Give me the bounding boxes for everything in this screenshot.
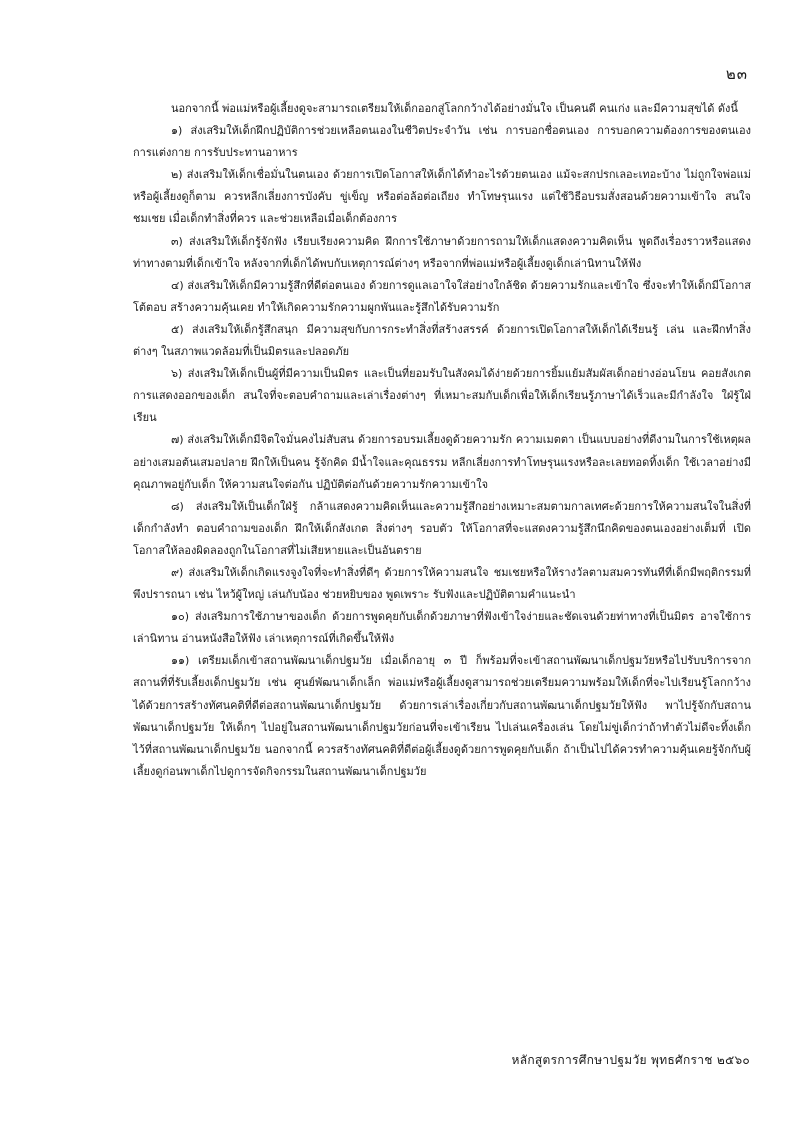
list-item-3: ๓) ส่งเสริมให้เด็กรู้จักฟัง เรียบเรียงความคิด ฝึกการใช้ภาษาด้วยการถามให้เด็กแสดงความคิดเห็น พูดถึงเรื่องราวหรือแสดงท่าทางตามที่เด็กเข้าใจ หลังจากที่เด็กได้พบกับเหตุการณ์ต่างๆ หรือจากที่พ่อแม่หรือผู้เลี้ยงดูเด็กเล่านิทานให้ฟัง bbox=[133, 234, 751, 270]
list-item-6: ๖) ส่งเสริมให้เด็กเป็นผู้ที่มีความเป็นมิตร และเป็นที่ยอมรับในสังคมได้ง่ายด้วยการยิ้มแย้มสัมผัสเด็กอย่างอ่อนโยน คอยสังเกตการแสดงออกของเด็ก สนใจที่จะตอบคำถามและเล่าเรื่องต่างๆ ที่เหมาะสมกับเด็กเพื่อให้เด็กเรียนรู้ภาษาได้เร็วและมีกำลังใจ ใฝ่รู้ใฝ่เรียน bbox=[133, 367, 751, 425]
list-item-11: ๑๑) เตรียมเด็กเข้าสถานพัฒนาเด็กปฐมวัย เมื่อเด็กอายุ ๓ ปี ก็พร้อมที่จะเข้าสถานพัฒนาเด็กปฐมวัยหรือไปรับบริการจากสถานที่ที่รับเลี้ยงเด็กปฐมวัย เช่น ศูนย์พัฒนาเด็กเล็ก พ่อแม่หรือผู้เลี้ยงดูสามารถช่วยเตรียมความพร้อมให้เด็กที่จะไปเรียนรู้โลกกว้าง ได้ด้วยการสร้างทัศนคติที่ดีต่อสถานพัฒนาเด็กปฐมวัย ด้วยการเล่าเรื่องเกี่ยวกับสถานพัฒนาเด็กปฐมวัยให้ฟัง พาไปรู้จักกับสถานพัฒนาเด็กปฐมวัย ให้เด็กๆ ไปอยู่ในสถานพัฒนาเด็กปฐมวัยก่อนที่จะเข้าเรียน ไปเล่นเครื่องเล่น โดยไม่ขู่เด็กว่าถ้าทำตัวไม่ดีจะทิ้งเด็กไว้ที่สถานพัฒนาเด็กปฐมวัย นอกจากนี้ ควรสร้างทัศนคติที่ดีต่อผู้เลี้ยงดูด้วยการพูดคุยกับเด็ก ถ้าเป็นไปได้ควรทำความคุ้นเคยรู้จักกับผู้เลี้ยงดูก่อนพาเด็กไปดูการจัดกิจกรรมในสถานพัฒนาเด็กปฐมวัย bbox=[133, 654, 751, 778]
page-footer: หลักสูตรการศึกษาปฐมวัย พุทธศักราช ๒๕๖๐ bbox=[511, 1053, 750, 1067]
list-item-8: ๘) ส่งเสริมให้เป็นเด็กใฝ่รู้ กล้าแสดงความคิดเห็นและความรู้สึกอย่างเหมาะสมตามกาลเทศะด้วยการให้ความสนใจในสิ่งที่เด็กกำลังทำ ตอบคำถามของเด็ก ฝึกให้เด็กสังเกต สิ่งต่างๆ รอบตัว ให้โอกาสที่จะแสดงความรู้สึกนึกคิดของตนเองอย่างเต็มที่ เปิดโอกาสให้ลองผิดลองถูกในโอกาสที่ไม่เสียหายและเป็นอันตราย bbox=[133, 499, 751, 557]
list-item-10: ๑๐) ส่งเสริมการใช้ภาษาของเด็ก ด้วยการพูดคุยกับเด็กด้วยภาษาที่ฟังเข้าใจง่ายและชัดเจนด้วยท่าทางที่เป็นมิตร อาจใช้การเล่านิทาน อ่านหนังสือให้ฟัง เล่าเหตุการณ์ที่เกิดขึ้นให้ฟัง bbox=[133, 610, 751, 646]
list-item-2: ๒) ส่งเสริมให้เด็กเชื่อมั่นในตนเอง ด้วยการเปิดโอกาสให้เด็กได้ทำอะไรด้วยตนเอง แม้จะสกปรกเลอะเทอะบ้าง ไม่ถูกใจพ่อแม่หรือผู้เลี้ยงดูก็ตาม ควรหลีกเลี่ยงการบังคับ ขู่เข็ญ หรือต่อล้อต่อเถียง ทำโทษรุนแรง แต่ใช้วิธีอบรมสั่งสอนด้วยความเข้าใจ สนใจ ชมเชย เมื่อเด็กทำสิ่งที่ควร และช่วยเหลือเมื่อเด็กต้องการ bbox=[133, 168, 751, 226]
list-item-9: ๙) ส่งเสริมให้เด็กเกิดแรงจูงใจที่จะทำสิ่งที่ดีๆ ด้วยการให้ความสนใจ ชมเชยหรือให้รางวัลตามสมควรทันทีที่เด็กมีพฤติกรรมที่พึงปรารถนา เช่น ไหว้ผู้ใหญ่ เล่นกับน้อง ช่วยหยิบของ พูดเพราะ รับฟังและปฏิบัติตามคำแนะนำ bbox=[133, 565, 751, 602]
list-item-7: ๗) ส่งเสริมให้เด็กมีจิตใจมั่นคงไม่สับสน ด้วยการอบรมเลี้ยงดูด้วยความรัก ความเมตตา เป็นแบบอย่างที่ดีงามในการใช้เหตุผลอย่างเสมอต้นเสมอปลาย ฝึกให้เป็นคน รู้จักคิด มีน้ำใจและคุณธรรม หลีกเลี่ยงการทำโทษรุนแรงหรือละเลยทอดทิ้งเด็ก ใช้เวลาอย่างมีคุณภาพอยู่กับเด็ก ให้ความสนใจต่อกัน ปฏิบัติต่อกันด้วยความรักความเข้าใจ bbox=[133, 433, 751, 491]
document-body bbox=[133, 98, 751, 783]
intro-paragraph: นอกจากนี้ พ่อแม่หรือผู้เลี้ยงดูจะสามารถเตรียมให้เด็กออกสู่โลกกว้างได้อย่างมั่นใจ เป็นคนดี คนเก่ง และมีความสุขได้ ดังนี้ bbox=[171, 102, 738, 115]
list-item-1: ๑) ส่งเสริมให้เด็กฝึกปฏิบัติการช่วยเหลือตนเองในชีวิตประจำวัน เช่น การบอกชื่อตนเอง การบอกความต้องการของตนเอง การแต่งกาย การรับประทานอาหาร bbox=[133, 124, 751, 160]
page-number: ๒๓ bbox=[725, 65, 748, 83]
list-item-4: ๔) ส่งเสริมให้เด็กมีความรู้สึกที่ดีต่อตนเอง ด้วยการดูแลเอาใจใส่อย่างใกล้ชิด ด้วยความรักและเข้าใจ ซึ่งจะทำให้เด็กมีโอกาสโต้ตอบ สร้างความคุ้นเคย ทำให้เกิดความรักความผูกพันและรู้สึกได้รับความรัก bbox=[133, 278, 751, 314]
list-item-5: ๕) ส่งเสริมให้เด็กรู้สึกสนุก มีความสุขกับการกระทำสิ่งที่สร้างสรรค์ ด้วยการเปิดโอกาสให้เด็กได้เรียนรู้ เล่น และฝึกทำสิ่งต่างๆ ในสภาพแวดล้อมที่เป็นมิตรและปลอดภัย bbox=[133, 322, 751, 359]
